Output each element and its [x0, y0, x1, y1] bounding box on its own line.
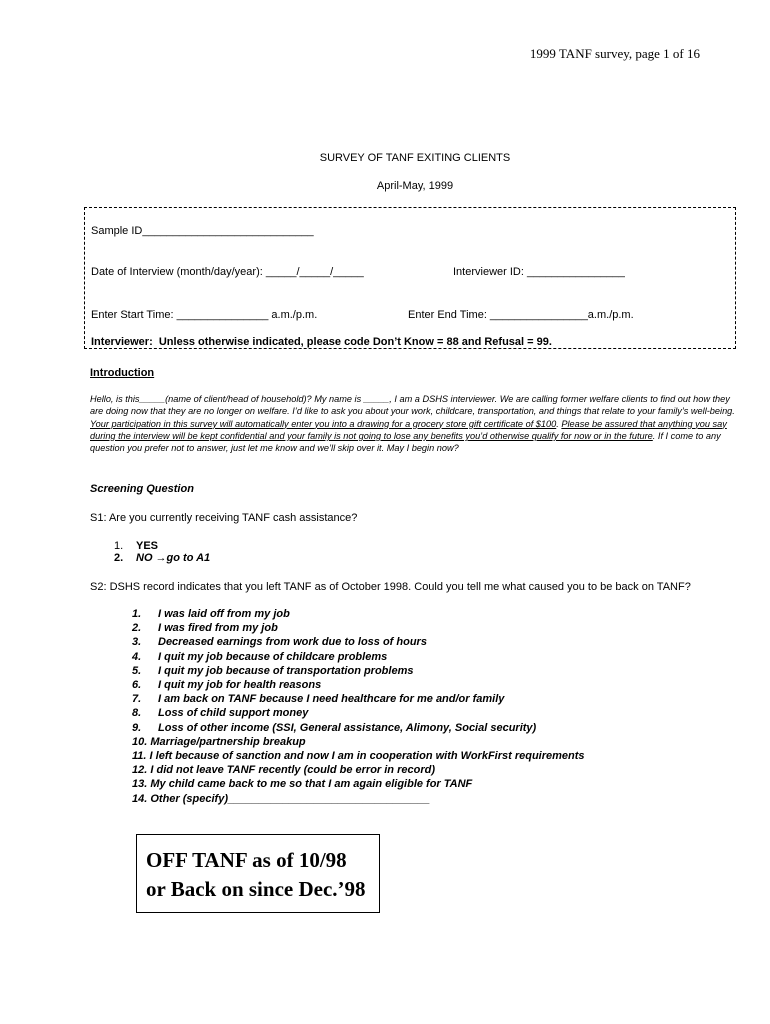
- off-tanf-note-box: [136, 834, 380, 913]
- s2-option[interactable]: 6. I quit my job for health reasons: [132, 679, 322, 692]
- s2-option[interactable]: 11. I left because of sanction and now I am in cooperation with WorkFirst requirements: [132, 750, 585, 763]
- question-s2: S2: DSHS record indicates that you left TANF as of October 1998. Could you tell me what caused you to be back on TANF?: [90, 581, 691, 593]
- note-line-2: or Back on since Dec.’98: [146, 877, 366, 901]
- sample-id-field[interactable]: Sample ID____________________________: [91, 225, 314, 237]
- s2-option[interactable]: 1. I was laid off from my job: [132, 608, 290, 620]
- introduction-text: Hello, is this_____(name of client/head of household)? My name is _____, I am a DSHS interviewer. We are calling former welfare clients to find out how they are doing now that they are no longer on welfare. I’d like to ask you about your work, childcare, transportation, and things that relate to your family’s well-being. Your participation in this survey will automatically enter you into a drawing for a grocery store gift certificate of $100. Please be assured that anything you say during the interview will be kept confidential and your family is not going to lose any benefits you’d otherwise qualify for now or in the future. If I come to any question you prefer not to answer, just let me know and we’ll skip over it. May I begin now?: [90, 394, 735, 454]
- page-header: 1999 TANF survey, page 1 of 16: [529, 46, 700, 61]
- s2-option[interactable]: 7. I am back on TANF because I need healthcare for me and/or family: [132, 693, 505, 706]
- survey-date-range: April-May, 1999: [376, 180, 454, 192]
- s2-option[interactable]: 12. I did not leave TANF recently (could be error in record): [132, 764, 435, 777]
- s1-option[interactable]: 1. YES: [114, 540, 159, 552]
- s2-option[interactable]: 13. My child came back to me so that I am again eligible for TANF: [132, 778, 473, 791]
- start-time-field[interactable]: Enter Start Time: _______________ a.m./p.m.: [91, 309, 318, 321]
- s2-option[interactable]: 8. Loss of child support money: [132, 707, 309, 720]
- s2-option[interactable]: 5. I quit my job because of transportation problems: [132, 664, 414, 677]
- introduction-heading: Introduction: [90, 367, 155, 379]
- end-time-field[interactable]: Enter End Time: ________________a.m./p.m.: [408, 309, 634, 321]
- screening-heading: Screening Question: [90, 483, 194, 495]
- interviewer-id-field[interactable]: Interviewer ID: ________________: [453, 266, 625, 278]
- s2-option[interactable]: 4. I quit my job because of childcare problems: [132, 650, 388, 663]
- interviewer-instruction: Interviewer: Unless otherwise indicated, please code Don’t Know = 88 and Refusal = 99.: [91, 336, 552, 348]
- s2-option[interactable]: 3. Decreased earnings from work due to loss of hours: [132, 636, 427, 649]
- note-line-1: OFF TANF as of 10/98: [146, 848, 347, 872]
- question-s1: S1: Are you currently receiving TANF cash assistance?: [90, 512, 358, 524]
- s1-option[interactable]: 2. NO →go to A1: [114, 552, 211, 564]
- s2-option[interactable]: 14. Other (specify)_________________________________: [132, 792, 430, 805]
- s2-options-list: [132, 607, 585, 806]
- s2-option[interactable]: 10. Marriage/partnership breakup: [132, 735, 306, 748]
- s2-option[interactable]: 9. Loss of other income (SSI, General assistance, Alimony, Social security): [132, 721, 537, 734]
- date-of-interview-field[interactable]: Date of Interview (month/day/year): _____/_____/_____: [91, 266, 364, 278]
- survey-title: SURVEY OF TANF EXITING CLIENTS: [319, 152, 511, 164]
- s2-option[interactable]: 2. I was fired from my job: [132, 622, 278, 635]
